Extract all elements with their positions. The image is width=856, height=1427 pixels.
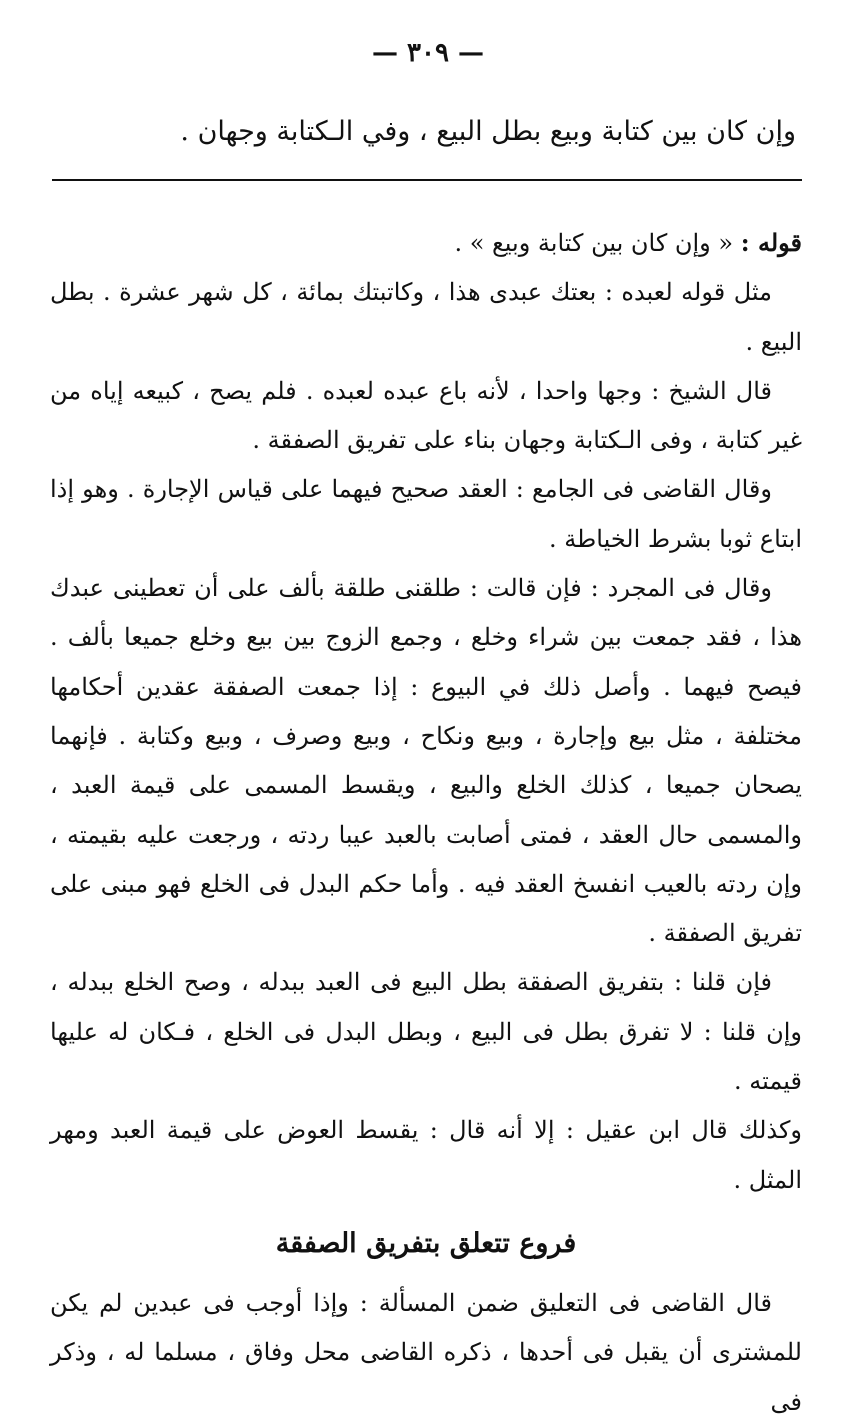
qawl-quote: « وإن كان بين كتابة وبيع » . (454, 229, 734, 257)
commentary-body (50, 218, 802, 1427)
paragraph-1: مثل قوله لعبده : بعتك عبدى هذا ، وكاتبتك بمائة ، كل شهر عشرة . بطل البيع . (50, 278, 802, 356)
paragraph-2: قال الشيخ : وجها واحدا ، لأنه باع عبده لعبده . فلم يصح ، كبيعه إياه من غير كتابة ، وفى الـكتابة وجهان بناء على تفريق الصفقة . (50, 376, 802, 455)
divider-line (52, 179, 802, 181)
section-heading: فروع تتعلق بتفريق الصفقة (275, 1227, 577, 1259)
qawl-paragraph (50, 218, 802, 268)
paragraph-7: قال القاضى فى التعليق ضمن المسألة : وإذا أوجب فى عبدين لم يكن للمشترى أن يقبل فى أحدها ، ذكره القاضى محل وفاق ، مسلما له ، وذكر فى (50, 1288, 802, 1416)
paragraph-3: وقال القاضى فى الجامع : العقد صحيح فيهما على قياس الإجارة . وهو إذا ابتاع ثوبا بشرط الخياطة . (50, 475, 802, 553)
page-number: — ٣٠٩ — (371, 38, 485, 68)
paragraph-5: فإن قلنا : بتفريق الصفقة بطل البيع فى العبد ببدله ، وصح الخلع ببدله ، وإن قلنا : لا تفرق بطل فى البيع ، وبطل البدل فى الخلع ، فـكان له عليها قيمته . (50, 968, 802, 1096)
main-text-line: وإن كان بين كتابة وبيع بطل البيع ، وفي الـكتابة وجهان . (180, 116, 796, 147)
paragraph-4: وقال فى المجرد : فإن قالت : طلقنى طلقة بألف على أن تعطينى عبدك هذا ، فقد جمعت بين شراء وخلع ، وجمع الزوج بين بيع وخلع جميعا بألف . فيصح فيهما . وأصل ذلك في البيوع : إذا جمعت الصفقة عقدين أحكامها مختلفة ، مثل بيع وإجارة ، وبيع ونكاح ، وبيع وصرف ، وبيع وكتابة . فإنهما يصحان جميعا ، كذلك الخلع والبيع ، ويقسط المسمى على قيمة العبد ، والمسمى حال العقد ، فمتى أصابت بالعبد عيبا ردته ، ورجعت عليه بقيمته ، وإن ردته بالعيب انفسخ العقد فيه . وأما حكم البدل فى الخلع فهو مبنى على تفريق الصفقة . (50, 574, 802, 948)
paragraph-6: وكذلك قال ابن عقيل : إلا أنه قال : يقسط العوض على قيمة العبد ومهر المثل . (50, 1116, 802, 1194)
qawl-label: قوله : (740, 228, 802, 257)
